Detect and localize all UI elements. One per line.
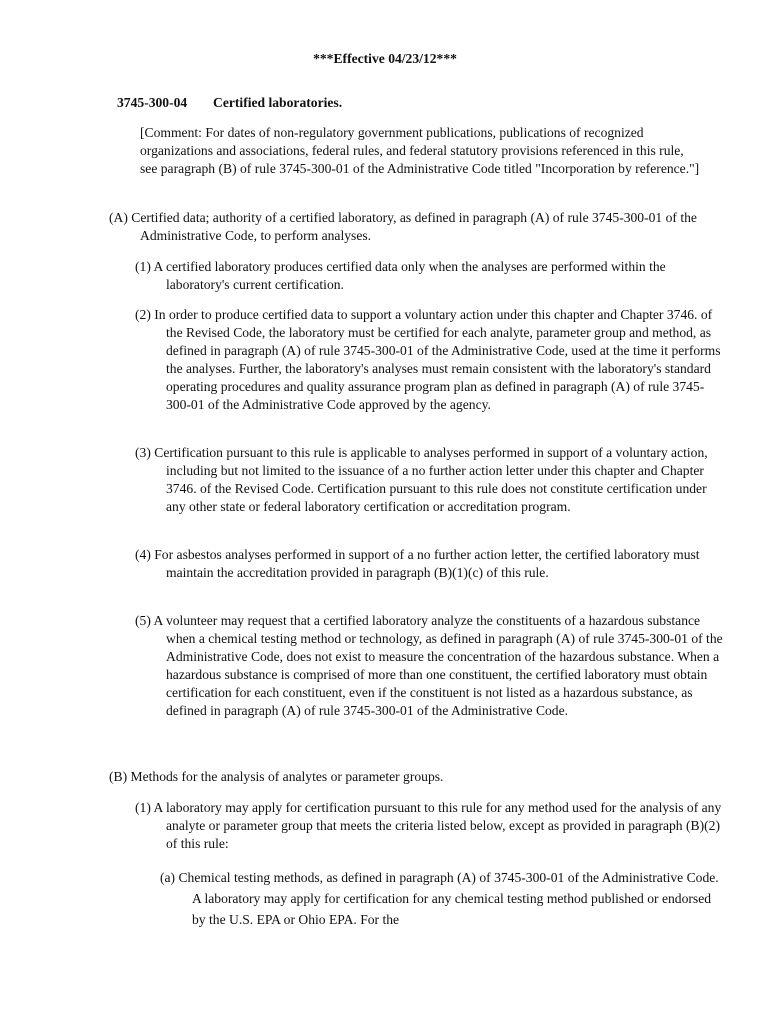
paragraph-A: (A) Certified data; authority of a certified laboratory, as defined in paragraph (A) of rule 3745-300-01 of the Administrative Code, to perform analyses. (109, 210, 697, 243)
paragraph-A-5: (5) A volunteer may request that a certified laboratory analyze the constituents of a hazardous substance when a chemical testing method or technology, as defined in paragraph (A) of rule 3745-300-01 of the Administrative Code, does not exist to measure the concentration of the hazardous substance. When a hazardous substance is comprised of more than one constituent, the certified laboratory must obtain certification for each constituent, even if the constituent is not listed as a hazardous substance, as defined in paragraph (A) of rule 3745-300-01 of the Administrative Code. (135, 613, 723, 718)
paragraph-A-3: (3) Certification pursuant to this rule is applicable to analyses performed in support of a voluntary action, including but not limited to the issuance of a no further action letter under this chapter and Chapter 3746. of the Revised Code. Certification pursuant to this rule does not constitute certification under any other state or federal laboratory certification or accreditation program. (135, 445, 708, 514)
effective-date-header: ***Effective 04/23/12*** (313, 51, 457, 66)
paragraph-A-4: (4) For asbestos analyses performed in support of a no further action letter, the certified laboratory must maintain the accreditation provided in paragraph (B)(1)(c) of this rule. (135, 547, 700, 580)
comment-paragraph: [Comment: For dates of non-regulatory government publications, publications of recognized organizations and associations, federal rules, and federal statutory provisions referenced in this rule, see paragraph (B) of rule 3745-300-01 of the Administrative Code titled "Incorporation by reference."] (140, 125, 700, 176)
rule-title: Certified laboratories. (213, 95, 343, 110)
paragraph-B-1-a: (a) Chemical testing methods, as defined in paragraph (A) of 3745-300-01 of the Administrative Code. A laboratory may apply for certification for any chemical testing method published or endorsed by the U.S. EPA or Ohio EPA. For the (160, 870, 719, 927)
paragraph-A-2: (2) In order to produce certified data to support a voluntary action under this chapter and Chapter 3746. of the Revised Code, the laboratory must be certified for each analyte, parameter group and method, as defined in paragraph (A) of rule 3745-300-01 of the Administrative Code, used at the time it performs the analyses. Further, the laboratory's analyses must remain consistent with the laboratory's standard operating procedures and quality assurance program plan as defined in paragraph (A) of rule 3745-300-01 of the Administrative Code approved by the agency. (135, 307, 721, 412)
paragraph-B-1: (1) A laboratory may apply for certification pursuant to this rule for any method used for the analysis of any analyte or parameter group that meets the criteria listed below, except as provided in paragraph (B)(2) of this rule: (135, 800, 722, 851)
rule-heading (117, 94, 342, 112)
paragraph-B: (B) Methods for the analysis of analytes or parameter groups. (109, 769, 444, 784)
rule-number: 3745-300-04 (117, 95, 188, 110)
paragraph-A-1: (1) A certified laboratory produces certified data only when the analyses are performed within the laboratory's current certification. (135, 259, 666, 292)
